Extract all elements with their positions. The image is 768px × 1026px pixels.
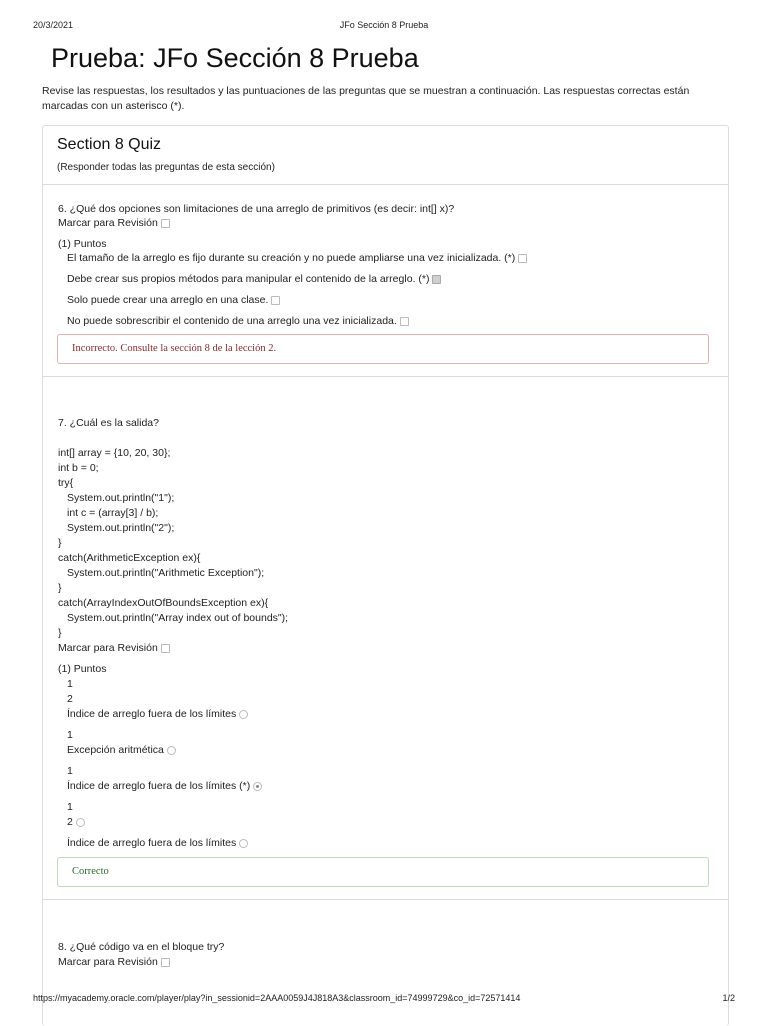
separator — [43, 899, 728, 900]
q7-option-3-label: Índice de arreglo fuera de los límites (*) — [67, 780, 251, 792]
q7-option-4-radio-inline[interactable] — [76, 818, 85, 827]
mark-review-q7 — [58, 641, 170, 655]
q7-option-3-radio[interactable] — [253, 782, 262, 791]
code-line: int b = 0; — [58, 462, 99, 474]
print-footer — [33, 993, 735, 1005]
q6-feedback-box — [57, 334, 709, 364]
question-6-text: 6. ¿Qué dos opciones son limitaciones de una arreglo de primitivos (es decir: int[] x)? — [58, 203, 455, 215]
q7-option-1-line: 1 — [67, 678, 73, 690]
q7-option-1-radio[interactable] — [239, 710, 248, 719]
code-line: int c = (array[3] / b); — [67, 507, 159, 519]
mark-review-label: Marcar para Revisión — [58, 217, 158, 229]
mark-review-checkbox[interactable] — [161, 644, 170, 653]
question-6-points: (1) Puntos — [58, 238, 107, 250]
print-header — [33, 20, 735, 32]
q6-option-3-label: Solo puede crear una arreglo en una clase. — [67, 294, 269, 306]
q7-option-2 — [67, 743, 176, 757]
q7-option-4-label: Índice de arreglo fuera de los límites — [67, 837, 237, 849]
separator — [43, 376, 728, 377]
print-page-number: 1/2 — [722, 993, 735, 1003]
q7-option-2-line: 1 — [67, 729, 73, 741]
question-7-points: (1) Puntos — [58, 663, 107, 675]
q6-option-4 — [67, 314, 409, 328]
q7-option-4-sub — [67, 815, 85, 829]
code-line: catch(ArrayIndexOutOfBoundsException ex){ — [58, 597, 269, 609]
q6-option-1-label: El tamaño de la arreglo es fijo durante su creación y no puede ampliarse una vez inicializada. (*) — [67, 252, 516, 264]
code-line: } — [58, 537, 62, 549]
q7-feedback-box — [57, 857, 709, 887]
mark-review-q8 — [58, 955, 170, 969]
question-7-text: 7. ¿Cuál es la salida? — [58, 417, 159, 429]
mark-review-label: Marcar para Revisión — [58, 642, 158, 654]
q6-option-3-checkbox[interactable] — [271, 296, 280, 305]
code-line: } — [58, 627, 62, 639]
code-line: System.out.println("2"); — [67, 522, 175, 534]
page-title: Prueba: JFo Sección 8 Prueba — [51, 43, 419, 73]
code-line: System.out.println("Arithmetic Exception"); — [67, 567, 265, 579]
intro-text: Revise las respuestas, los resultados y las puntuaciones de las preguntas que se muestran a continuación. Las respuestas correctas están marcadas con un asterisco (*). — [42, 85, 690, 112]
section-subtitle: (Responder todas las preguntas de esta sección) — [57, 162, 275, 173]
q7-option-3-line: 1 — [67, 765, 73, 777]
print-tab-title: JFo Sección 8 Prueba — [339, 20, 429, 30]
quiz-panel — [42, 125, 729, 1026]
q6-option-2-checkbox[interactable] — [432, 275, 441, 284]
q7-option-2-radio[interactable] — [167, 746, 176, 755]
q7-feedback-text: Correcto — [72, 866, 109, 877]
section-title: Section 8 Quiz — [57, 136, 162, 153]
q7-option-1-label: Índice de arreglo fuera de los límites — [67, 708, 237, 720]
mark-review-checkbox[interactable] — [161, 958, 170, 967]
q6-feedback-text: Incorrecto. Consulte la sección 8 de la lección 2. — [72, 343, 277, 354]
code-line: try{ — [58, 477, 74, 489]
section-header — [43, 126, 728, 185]
q7-option-1-line: 2 — [67, 693, 73, 705]
mark-review-label: Marcar para Revisión — [58, 956, 158, 968]
q7-option-2-label: Excepción aritmética — [67, 744, 164, 756]
q7-option-1 — [67, 707, 248, 721]
print-date: 20/3/2021 — [33, 20, 74, 30]
code-line: catch(ArithmeticException ex){ — [58, 552, 201, 564]
code-line: } — [58, 582, 62, 594]
q6-option-4-label: No puede sobrescribir el contenido de una arreglo una vez inicializada. — [67, 315, 397, 327]
mark-review-checkbox[interactable] — [161, 219, 170, 228]
q7-option-5 — [67, 836, 248, 850]
code-line: System.out.println("1"); — [67, 492, 175, 504]
q6-option-2-label: Debe crear sus propios métodos para manipular el contenido de la arreglo. (*) — [67, 273, 430, 285]
q6-option-1-checkbox[interactable] — [518, 254, 527, 263]
q6-option-2 — [67, 272, 441, 286]
q7-option-4-line: 2 — [67, 816, 73, 828]
q7-option-4-line: 1 — [67, 801, 73, 813]
print-url: https://myacademy.oracle.com/player/play?in_sessionid=2AAA0059J4J818A3&classroom_id=74999729&co_id=72571414 — [33, 993, 521, 1003]
code-line: System.out.println("Array index out of bounds"); — [67, 612, 289, 624]
q7-option-3 — [67, 779, 262, 793]
mark-review-q6 — [58, 216, 170, 230]
q7-option-4-radio[interactable] — [239, 839, 248, 848]
code-line: int[] array = {10, 20, 30}; — [58, 447, 171, 459]
q6-option-1 — [67, 251, 527, 265]
q6-option-4-checkbox[interactable] — [400, 317, 409, 326]
question-8-text: 8. ¿Qué código va en el bloque try? — [58, 941, 225, 953]
q6-option-3 — [67, 293, 280, 307]
